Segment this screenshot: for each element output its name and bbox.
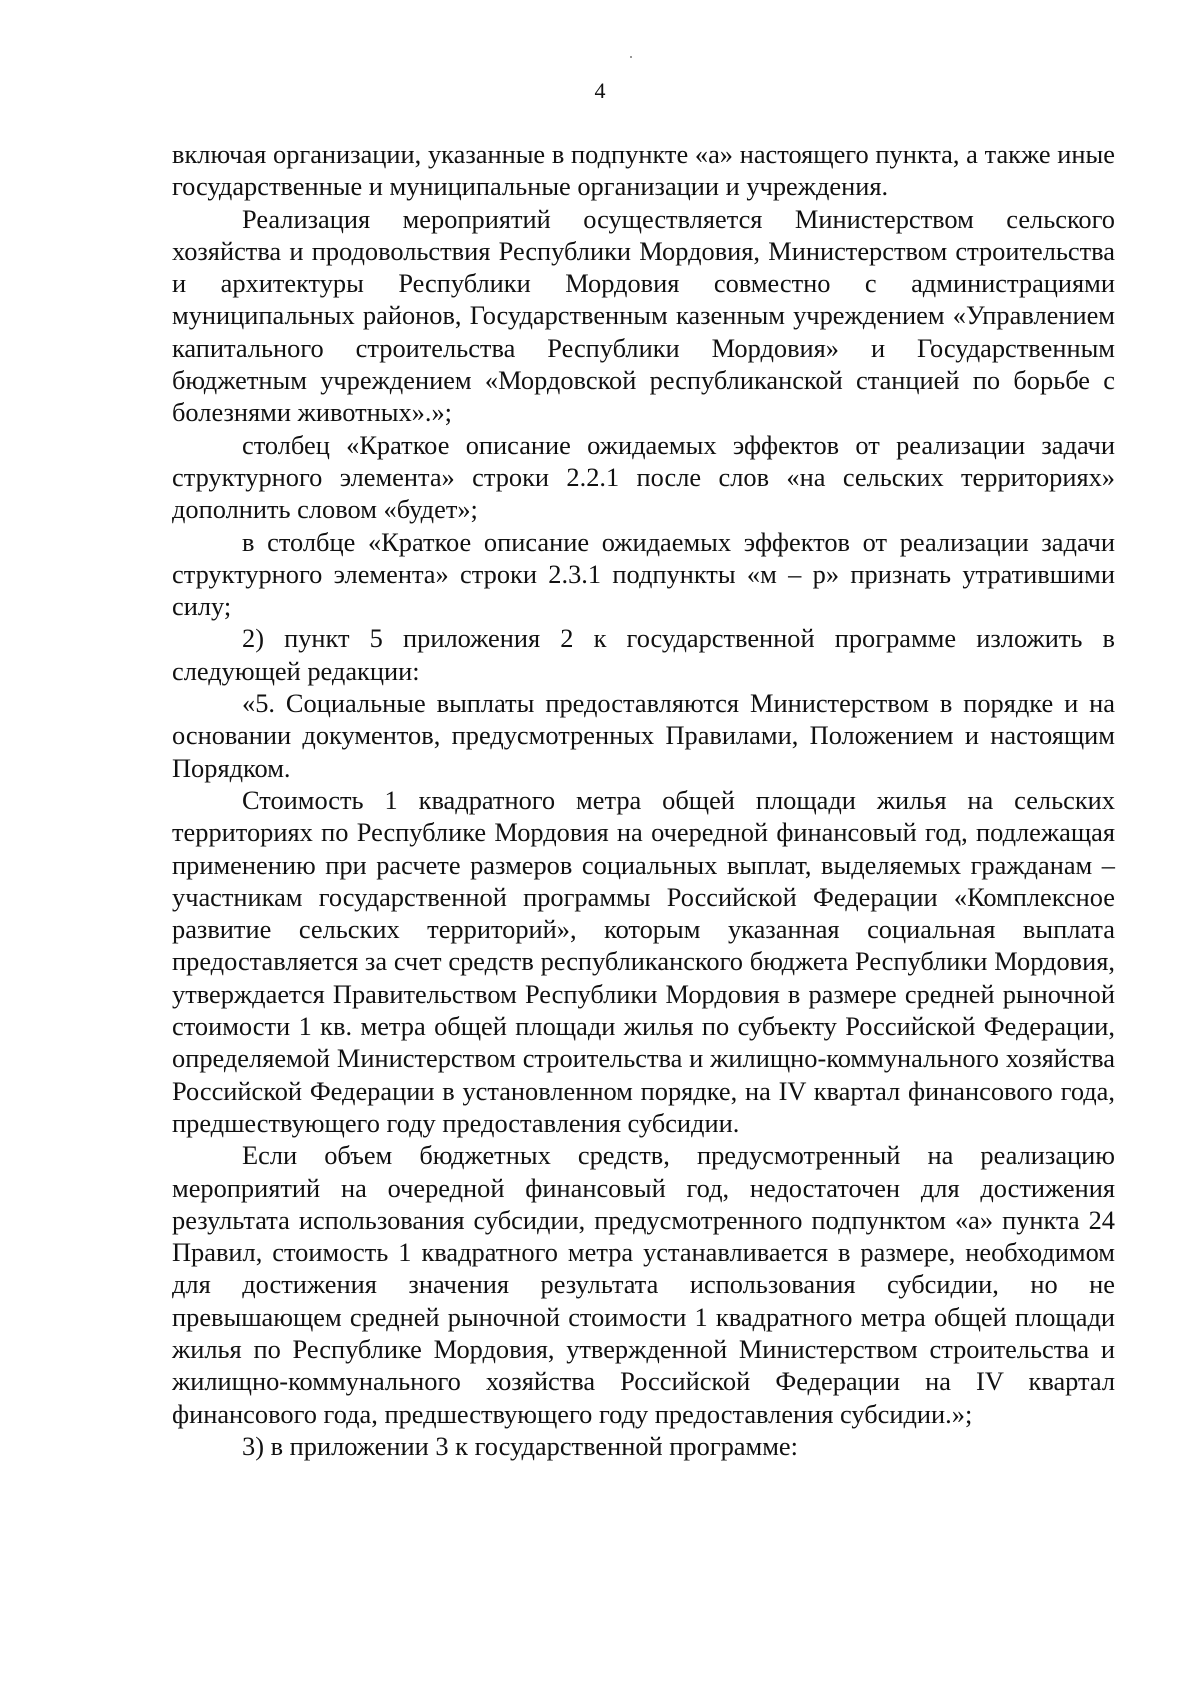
- paragraph-9: 3) в приложении 3 к государственной программе:: [242, 1430, 798, 1461]
- paragraph-2: Реализация мероприятий осуществляется Министерством сельского хозяйства и продовольствия Республики Мордовия, Министерством строительства и архитектуры Республики Мордовия совместно с администрациями муниципальных районов, Государственным казенным учреждением «Управлением капитального строительства Республики Мордовия» и Государственным бюджетным учреждением «Мордовской республиканской станцией по борьбе с болезнями животных».»;: [172, 203, 1115, 428]
- paragraph-4: в столбце «Краткое описание ожидаемых эффектов от реализации задачи структурного элемента» строки 2.3.1 подпункты «м – р» признать утратившими силу;: [172, 526, 1115, 622]
- paragraph-5: 2) пункт 5 приложения 2 к государственной программе изложить в следующей редакции:: [172, 623, 1115, 686]
- paragraph-8: Если объем бюджетных средств, предусмотренный на реализацию мероприятий на очередной финансовый год, недостаточен для достижения результата использования субсидии, предусмотренного подпунктом «а» пункта 24 Правил, стоимость 1 квадратного метра устанавливается в размере, необходимом для достижения значения результата использования субсидии, но не превышающем средней рыночной стоимости 1 квадратного метра общей площади жилья по Республике Мордовия, утвержденной Министерством строительства и жилищно-коммунального хозяйства Российской Федерации на IV квартал финансового года, предшествующего году предоставления субсидии.»;: [172, 1140, 1115, 1429]
- scan-speck: [630, 56, 632, 58]
- paragraph-6: «5. Социальные выплаты предоставляются Министерством в порядке и на основании документов, предусмотренных Правилами, Положением и настоящим Порядком.: [172, 688, 1115, 783]
- paragraph-1: включая организации, указанные в подпункте «а» настоящего пункта, а также иные государственные и муниципальные организации и учреждения.: [172, 139, 1115, 202]
- paragraph-3: столбец «Краткое описание ожидаемых эффектов от реализации задачи структурного элемента» строки 2.2.1 после слов «на сельских территориях» дополнить словом «будет»;: [172, 429, 1115, 525]
- document-body: [172, 138, 1115, 1462]
- page-number: 4: [594, 78, 606, 103]
- paragraph-7: Стоимость 1 квадратного метра общей площади жилья на сельских территориях по Республике Мордовия на очередной финансовый год, подлежащая применению при расчете размеров социальных выплат, выделяемых гражданам – участникам государственной программы Российской Федерации «Комплексное развитие сельских территорий», которым указанная социальная выплата предоставляется за счет средств республиканского бюджета Республики Мордовия, утверждается Правительством Республики Мордовия в размере средней рыночной стоимости 1 кв. метра общей площади жилья по субъекту Российской Федерации, определяемой Министерством строительства и жилищно-коммунального хозяйства Российской Федерации в установленном порядке, на IV квартал финансового года, предшествующего году предоставления субсидии.: [172, 784, 1115, 1138]
